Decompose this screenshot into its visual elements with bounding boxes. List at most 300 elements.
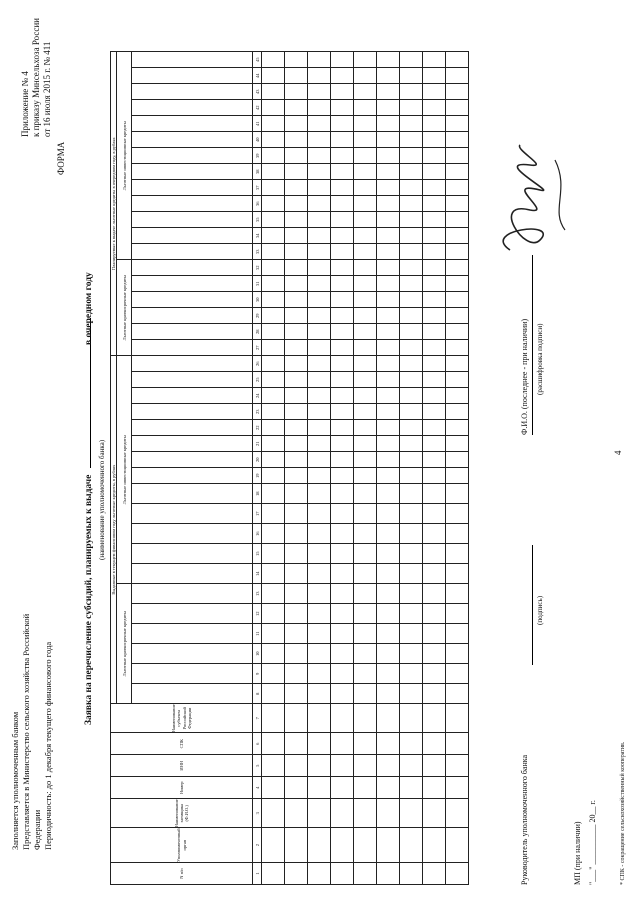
table-row-cell [354, 484, 377, 504]
header-cell [132, 468, 253, 484]
table-row-cell [400, 116, 423, 132]
table-row-cell [446, 755, 469, 777]
table-row-cell [354, 452, 377, 468]
table-row-cell [377, 292, 400, 308]
table-row-cell [423, 372, 446, 388]
appendix-line-1: Приложение № 4 [20, 71, 30, 138]
group-header-left: Выданные в текущем финансовом году льготные кредиты, в рублях [111, 356, 117, 704]
table-row-cell [262, 244, 285, 260]
table-row-cell [308, 388, 331, 404]
header-cell [132, 624, 253, 644]
table-row-cell [308, 404, 331, 420]
table-row-cell [377, 544, 400, 564]
table-row-cell [423, 244, 446, 260]
column-number-cell: 45 [253, 52, 262, 68]
table-row-cell [285, 420, 308, 436]
table-row-cell [331, 704, 354, 733]
table-row-cell [377, 180, 400, 196]
table-row-cell [446, 468, 469, 484]
table-row-cell [285, 624, 308, 644]
table-row-cell [446, 388, 469, 404]
table-row-cell [285, 388, 308, 404]
table-row-cell [331, 468, 354, 484]
table-row-cell [377, 624, 400, 644]
table-row-cell [446, 116, 469, 132]
table-row-cell [400, 164, 423, 180]
fio-line [532, 255, 533, 435]
handwritten-signature-icon [470, 140, 580, 260]
table-row-cell [354, 164, 377, 180]
table-row-cell [354, 828, 377, 863]
column-number-cell: 20 [253, 452, 262, 468]
table-row-cell [285, 372, 308, 388]
table-row-cell [377, 524, 400, 544]
table-row-cell [377, 132, 400, 148]
table-row-cell [423, 584, 446, 604]
table-row-cell [308, 372, 331, 388]
header-cell [132, 84, 253, 100]
table-row-cell [308, 799, 331, 828]
table-row-cell [446, 420, 469, 436]
column-number-cell: 42 [253, 100, 262, 116]
table-row-cell [400, 584, 423, 604]
table-row-cell [423, 420, 446, 436]
appendix-line-2: к приказу Минсельхоза России [31, 18, 41, 138]
table-row-cell [354, 116, 377, 132]
table-row-cell [400, 52, 423, 68]
table-row-cell [446, 799, 469, 828]
column-number-cell: 30 [253, 292, 262, 308]
table-row-cell [331, 276, 354, 292]
col-header-5: ИНН [111, 755, 253, 777]
table-row-cell [308, 84, 331, 100]
table-row-cell [377, 799, 400, 828]
column-number-cell: 18 [253, 484, 262, 504]
table-row-cell [446, 100, 469, 116]
table-row-cell [262, 292, 285, 308]
col-header-2: Уполномоченный орган [111, 828, 253, 863]
table-row-cell [308, 684, 331, 704]
table-row-cell [354, 292, 377, 308]
table-row-cell [354, 404, 377, 420]
table-row-cell [400, 276, 423, 292]
table-row-cell [377, 564, 400, 584]
table-row-cell [285, 244, 308, 260]
form-label: ФОРМА [56, 141, 66, 175]
table-row-cell [377, 260, 400, 276]
table-row-cell [354, 524, 377, 544]
column-number-cell: 43 [253, 84, 262, 100]
table-row-cell [400, 180, 423, 196]
header-cell [132, 604, 253, 624]
table-row-cell [262, 704, 285, 733]
table-row-cell [354, 196, 377, 212]
table-row-cell [331, 524, 354, 544]
table-row [377, 52, 400, 885]
table-row-cell [262, 132, 285, 148]
table-row-cell [308, 324, 331, 340]
table-row-cell [308, 755, 331, 777]
table-row-cell [377, 308, 400, 324]
table-row-cell [423, 164, 446, 180]
table-row-cell [423, 404, 446, 420]
table-row-cell [262, 340, 285, 356]
table-row-cell [423, 704, 446, 733]
table-row-cell [308, 228, 331, 244]
header-cell [132, 644, 253, 664]
table-row-cell [377, 276, 400, 292]
column-number-cell: 29 [253, 308, 262, 324]
table-row-cell [377, 404, 400, 420]
table-row-cell [354, 212, 377, 228]
table-row-cell [331, 436, 354, 452]
table-row-cell [285, 544, 308, 564]
table-row-cell [308, 452, 331, 468]
signature-caption: (подпись) [536, 595, 544, 625]
table-row-cell [262, 733, 285, 755]
table-row-cell [262, 452, 285, 468]
header-cell [132, 420, 253, 436]
table-row-cell [423, 644, 446, 664]
fio-caption: (расшифровка подписи) [536, 323, 544, 395]
table-row-cell [423, 504, 446, 524]
table-row-cell [331, 52, 354, 68]
column-number-cell: 19 [253, 468, 262, 484]
table-row-cell [331, 684, 354, 704]
table-row-cell [354, 420, 377, 436]
table-row-cell [400, 340, 423, 356]
table-row-cell [354, 68, 377, 84]
table-row-cell [400, 484, 423, 504]
table-row-cell [354, 260, 377, 276]
table-row-cell [354, 777, 377, 799]
table-row-cell [423, 452, 446, 468]
table-row-cell [308, 777, 331, 799]
table-row-cell [354, 308, 377, 324]
table-row-cell [377, 484, 400, 504]
header-cell [132, 404, 253, 420]
table-row-cell [446, 340, 469, 356]
table-row-cell [377, 704, 400, 733]
table-row-cell [446, 484, 469, 504]
group-header-right: Планируемые к выдаче льготные кредиты в очередном году, в рублях [111, 52, 117, 356]
table-row-cell [377, 684, 400, 704]
table-row-cell [262, 468, 285, 484]
table-row-cell [285, 180, 308, 196]
table-row-cell [446, 372, 469, 388]
table-row-cell [308, 292, 331, 308]
table-row-cell [262, 84, 285, 100]
table-row-cell [331, 68, 354, 84]
table-row-cell [331, 863, 354, 885]
table-row-cell [423, 777, 446, 799]
header-cell [132, 244, 253, 260]
table-row-cell [423, 100, 446, 116]
header-cell [132, 436, 253, 452]
table-row-cell [446, 777, 469, 799]
column-number-cell: 39 [253, 148, 262, 164]
table-row-cell [423, 148, 446, 164]
table-row-cell [285, 324, 308, 340]
table-row-cell [308, 644, 331, 664]
table-row-cell [285, 604, 308, 624]
header-line-1: Заполняется уполномоченным банком [10, 711, 20, 850]
table-row-cell [308, 584, 331, 604]
table-row-cell [262, 863, 285, 885]
column-number-cell: 7 [253, 704, 262, 733]
table-row-cell [377, 504, 400, 524]
header-line-4: Периодичность: до 1 декабря текущего финансового года [43, 641, 53, 850]
column-number-cell: 6 [253, 733, 262, 755]
table-row-cell [262, 356, 285, 372]
table-row-cell [331, 452, 354, 468]
table-row-cell [400, 436, 423, 452]
table-row-cell [446, 404, 469, 420]
table-row-cell [331, 644, 354, 664]
table-row-cell [262, 324, 285, 340]
table-row-cell [400, 324, 423, 340]
table-row-cell [331, 624, 354, 644]
table-row-cell [354, 340, 377, 356]
table-row-cell [446, 276, 469, 292]
column-number-cell: 5 [253, 755, 262, 777]
table-row-cell [446, 436, 469, 452]
table-row-cell [354, 564, 377, 584]
table-row-cell [331, 828, 354, 863]
table-row-cell [377, 84, 400, 100]
table-row [285, 52, 308, 885]
table-row-cell [354, 733, 377, 755]
table-row-cell [262, 504, 285, 524]
header-cell [132, 372, 253, 388]
column-number-cell: 15 [253, 544, 262, 564]
table-row-cell [377, 755, 400, 777]
table-row-cell [262, 260, 285, 276]
table-row-cell [423, 436, 446, 452]
table-row-cell [285, 664, 308, 684]
table-row-cell [354, 644, 377, 664]
column-number-cell: 2 [253, 828, 262, 863]
table-row-cell [285, 404, 308, 420]
table-row-cell [400, 828, 423, 863]
table-row-cell [262, 100, 285, 116]
table-row-cell [446, 504, 469, 524]
sub-header-invest: Льготные инвестиционные кредиты [117, 356, 132, 584]
table-row-cell [331, 604, 354, 624]
table-row-cell [400, 84, 423, 100]
table-row-cell [308, 484, 331, 504]
table-row-cell [262, 228, 285, 244]
table-row-cell [331, 664, 354, 684]
table-row-cell [423, 52, 446, 68]
table-row [400, 52, 423, 885]
table-row-cell [446, 164, 469, 180]
table-row-cell [285, 584, 308, 604]
table-row [308, 52, 331, 885]
table-row-cell [446, 68, 469, 84]
table-row-cell [400, 420, 423, 436]
table-row-cell [354, 624, 377, 644]
column-number-cell: 25 [253, 372, 262, 388]
table-row-cell [400, 733, 423, 755]
table-row-cell [423, 260, 446, 276]
column-number-cell: 11 [253, 624, 262, 644]
table-row-cell [377, 244, 400, 260]
table-row-cell [423, 292, 446, 308]
column-number-cell: 14 [253, 564, 262, 584]
table-row-cell [262, 404, 285, 420]
table-row-cell [262, 799, 285, 828]
table-row-cell [285, 684, 308, 704]
title-main: Заявка на перечисление субсидий, планируемых к выдаче [84, 474, 94, 725]
table-row-cell [308, 164, 331, 180]
table-row-cell [446, 260, 469, 276]
table-row-cell [285, 799, 308, 828]
table-row-cell [423, 524, 446, 544]
table-row-cell [354, 863, 377, 885]
header-cell [132, 164, 253, 180]
table-row-cell [446, 308, 469, 324]
table-row-cell [285, 755, 308, 777]
table-row-cell [331, 260, 354, 276]
table-row-cell [400, 468, 423, 484]
column-number-cell: 24 [253, 388, 262, 404]
table-row-cell [377, 196, 400, 212]
table-row-cell [308, 180, 331, 196]
table-row-cell [400, 388, 423, 404]
table-row-cell [400, 644, 423, 664]
table-row-cell [446, 324, 469, 340]
table-row-cell [285, 260, 308, 276]
table-row-cell [446, 292, 469, 308]
table-row-cell [331, 324, 354, 340]
table-row-cell [354, 356, 377, 372]
header-cell [132, 308, 253, 324]
table-row-cell [285, 212, 308, 228]
table-row-cell [262, 777, 285, 799]
table-row-cell [446, 564, 469, 584]
table-row-cell [308, 212, 331, 228]
table-row-cell [308, 196, 331, 212]
table-row-cell [354, 388, 377, 404]
table-row-cell [446, 624, 469, 644]
table-row-cell [331, 356, 354, 372]
table-row-cell [400, 372, 423, 388]
table-row-cell [377, 452, 400, 468]
table-row-cell [446, 52, 469, 68]
table-row-cell [446, 132, 469, 148]
table-row-cell [285, 644, 308, 664]
table-row-cell [377, 116, 400, 132]
table-row-cell [400, 704, 423, 733]
table-row-cell [377, 468, 400, 484]
table-row-cell [285, 468, 308, 484]
table-row-cell [308, 544, 331, 564]
column-number-cell: 34 [253, 228, 262, 244]
table-row-cell [285, 100, 308, 116]
table-row-cell [331, 196, 354, 212]
table-row-cell [308, 504, 331, 524]
table-row-cell [400, 755, 423, 777]
table-row-cell [285, 276, 308, 292]
table-row-cell [446, 244, 469, 260]
table-row-cell [423, 799, 446, 828]
table-row-cell [285, 228, 308, 244]
table-row-cell [423, 564, 446, 584]
header-cell [132, 324, 253, 340]
table-row-cell [400, 564, 423, 584]
table-row-cell [262, 755, 285, 777]
table-row-cell [285, 356, 308, 372]
table-row-cell [377, 733, 400, 755]
table-row-cell [262, 164, 285, 180]
title-subcaption: (наименование уполномоченного банка) [98, 439, 106, 560]
table-row-cell [423, 324, 446, 340]
table-row-cell [354, 180, 377, 196]
table-row-cell [354, 755, 377, 777]
table-row-cell [331, 372, 354, 388]
table-row-cell [308, 276, 331, 292]
table-row-cell [285, 148, 308, 164]
table-row-cell [262, 544, 285, 564]
table-row-cell [262, 196, 285, 212]
table-row-cell [423, 212, 446, 228]
header-cell [132, 584, 253, 604]
table-row-cell [285, 164, 308, 180]
table-row-cell [400, 799, 423, 828]
table-row-cell [446, 863, 469, 885]
header-cell [132, 388, 253, 404]
table-row-cell [308, 704, 331, 733]
col-header-num: N п/п [111, 863, 253, 885]
table-row-cell [308, 604, 331, 624]
table-row-cell [446, 644, 469, 664]
table-row-cell [446, 452, 469, 468]
table-row-cell [354, 664, 377, 684]
table-row-cell [423, 484, 446, 504]
table-row-cell [400, 664, 423, 684]
table-row-cell [285, 84, 308, 100]
table-row-cell [285, 52, 308, 68]
sub-header-invest-right: Льготные инвестиционные кредиты [117, 52, 132, 260]
header-cell [132, 564, 253, 584]
table-row-cell [331, 504, 354, 524]
column-number-cell: 16 [253, 524, 262, 544]
table-row-cell [423, 388, 446, 404]
table-row [446, 52, 469, 885]
table-row-cell [331, 308, 354, 324]
document-title [84, 314, 94, 725]
header-cell [132, 452, 253, 468]
table-row-cell [377, 604, 400, 624]
table-row-cell [354, 704, 377, 733]
table-row-cell [423, 308, 446, 324]
table-row-cell [331, 228, 354, 244]
table-row-cell [446, 828, 469, 863]
table-row-cell [262, 372, 285, 388]
column-number-cell: 27 [253, 340, 262, 356]
table-row-cell [331, 292, 354, 308]
table-row-cell [308, 564, 331, 584]
table-row-cell [423, 180, 446, 196]
table-row-cell [331, 100, 354, 116]
table-row-cell [331, 777, 354, 799]
column-number-cell: 12 [253, 604, 262, 624]
table-row-cell [377, 68, 400, 84]
table-row-cell [446, 84, 469, 100]
table-row-cell [377, 644, 400, 664]
column-number-cell: 1 [253, 863, 262, 885]
